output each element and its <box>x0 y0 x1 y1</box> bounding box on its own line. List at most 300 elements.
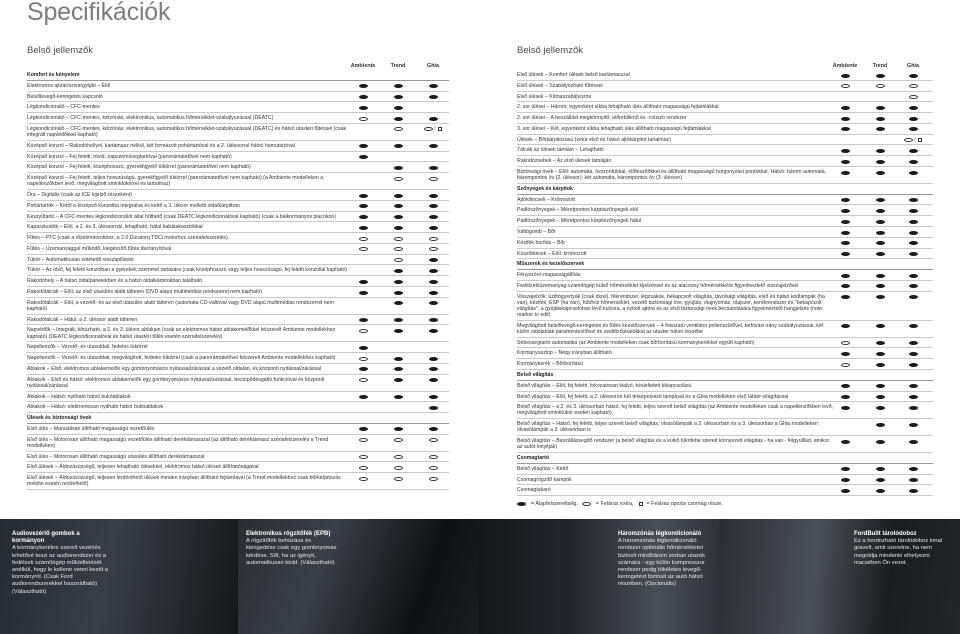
row-label: Első ülés – Motorosan állítható magasságú utasülés állítható deréktámasszal <box>27 453 205 460</box>
availability-cell <box>830 466 860 473</box>
row-label: Ülések – Bőrkárpitozású (velúr első és hátsó ajtókárpitot tartalmaz) <box>517 136 671 143</box>
table-row <box>27 102 449 113</box>
availability-cell <box>348 154 378 161</box>
col-trend: Trend <box>390 63 406 69</box>
standard-marker-icon <box>359 215 368 219</box>
standard-marker-icon <box>841 127 850 131</box>
availability-cell <box>383 394 413 401</box>
standard-marker-icon <box>429 95 438 99</box>
col-ambiente: Ambiente <box>350 63 376 69</box>
availability-cell <box>348 104 378 111</box>
standard-marker-icon <box>876 198 885 202</box>
availability-cell <box>418 464 448 471</box>
caption-body: A kormánykerékre szerelt vezérlés lehetővé teszi az audiorendszer és a fedélzeti számítógép működtetését anélkül, hogy le kellene venni kezét a kormányról. (Csak Ford audiorendszerekkel használható) (Választható) <box>12 545 109 595</box>
standard-marker-icon <box>909 149 918 153</box>
row-label: Belső világítás – Elöl, fej feletti, a 2. üléssoron két térképolvasó lámpával és a Ghia modelleken első lábtér-világítással <box>517 393 789 400</box>
option-marker-icon <box>841 363 850 367</box>
standard-marker-icon <box>359 226 368 230</box>
availability-cell <box>898 229 928 236</box>
table-row <box>517 135 933 146</box>
standard-marker-icon <box>909 440 918 444</box>
standard-marker-icon <box>876 231 885 235</box>
availability-cell <box>418 224 448 231</box>
row-label: Kormányoszlop – Négy irányban állítható <box>517 350 612 357</box>
standard-marker-icon <box>394 95 403 99</box>
table-row <box>517 70 933 81</box>
standard-marker-icon <box>876 406 885 410</box>
standard-marker-icon <box>394 166 403 170</box>
availability-cell <box>898 207 928 214</box>
table-row <box>27 424 449 435</box>
availability-cell <box>348 257 378 264</box>
availability-cell <box>830 229 860 236</box>
row-label: Fedélzeti/üzemanyag-számítógép külső hőmérséklet kijelzéssel és az alacsony hőmérsékletre figyelmeztető visszajelzővel <box>517 282 799 289</box>
availability-cell: / <box>418 126 448 133</box>
table-row <box>517 249 933 260</box>
standard-marker-icon <box>909 284 918 288</box>
standard-marker-icon <box>909 127 918 131</box>
option-marker-icon <box>424 127 433 131</box>
table-row <box>27 222 449 233</box>
availability-cell <box>418 377 448 384</box>
availability-cell <box>830 294 860 301</box>
standard-marker-icon <box>359 204 368 208</box>
standard-marker-icon <box>429 427 438 431</box>
availability-cell <box>830 158 860 165</box>
standard-marker-icon <box>876 127 885 131</box>
row-label: Váltógomb – Bőr <box>517 229 556 236</box>
availability-cell <box>383 175 413 182</box>
standard-marker-icon <box>394 367 403 371</box>
availability-cell <box>383 454 413 461</box>
table-row <box>517 419 933 436</box>
standard-marker-icon <box>876 363 885 367</box>
standard-marker-icon <box>909 252 918 256</box>
standard-marker-icon <box>359 318 368 322</box>
table-row <box>517 321 933 338</box>
row-label: Szőnyegek és kárpitok <box>517 185 573 192</box>
option-marker-icon <box>359 237 368 241</box>
standard-marker-icon <box>909 241 918 245</box>
availability-cell <box>865 72 895 79</box>
standard-marker-icon <box>359 427 368 431</box>
row-label: Középső konzol – Fej feletti, rövid, napszemüvegtartóval (panorámatetővel nem kapható) <box>27 153 232 160</box>
standard-marker-icon <box>429 258 438 262</box>
availability-cell <box>830 487 860 494</box>
standard-marker-icon <box>841 284 850 288</box>
table-row <box>517 216 933 227</box>
availability-cell <box>865 361 895 368</box>
row-label: Első ülések – Szabályozható fűtéssel <box>517 82 603 89</box>
feature-caption <box>618 531 714 589</box>
standard-marker-icon <box>429 215 438 219</box>
availability-cell <box>348 394 378 401</box>
standard-marker-icon <box>394 318 403 322</box>
standard-marker-icon <box>841 395 850 399</box>
availability-cell <box>418 257 448 264</box>
row-label: Első ülés – Manuálisan állítható magasságú vezetőülés <box>27 425 155 432</box>
standard-marker-icon <box>359 84 368 88</box>
standard-marker-icon <box>394 357 403 361</box>
availability-cell <box>865 207 895 214</box>
row-label: Elektromos ajtzár/szivargyújtó – Elöl <box>27 82 111 89</box>
table-row <box>517 348 933 359</box>
availability-cell <box>418 94 448 101</box>
row-label: Kormánykerék – Bőrborítású <box>517 361 584 368</box>
row-label: Középső konzol – Fej feletti, középhosszú, gyerekfigyelő tükörrel (panorámatetővel nem kapható) <box>27 164 251 171</box>
table-row <box>517 359 933 370</box>
option-marker-icon <box>359 438 368 442</box>
availability-cell <box>383 289 413 296</box>
availability-cell <box>348 246 378 253</box>
availability-cell <box>418 344 448 351</box>
availability-cell <box>898 272 928 279</box>
standard-marker-icon <box>429 301 438 305</box>
standard-marker-icon <box>429 291 438 295</box>
availability-cell <box>418 366 448 373</box>
option-marker-icon <box>359 455 368 459</box>
standard-marker-icon <box>841 171 850 175</box>
availability-cell <box>348 143 378 150</box>
row-label: Ajtókilincsek – Krómozott <box>517 196 575 203</box>
standard-marker-icon <box>909 423 918 427</box>
availability-cell <box>348 267 378 274</box>
availability-cell <box>418 394 448 401</box>
availability-cell <box>830 383 860 390</box>
row-label: Belső világítás – Beszállássegítő rendszer (a belső világítás és a külső tükrökbe szerelt környezeti világítás - ha van - felgyulllad, amikor az autót kinyitják) <box>517 438 830 451</box>
row-label: Óra – Digitális (csak az ICE kijelző részeként) <box>27 192 132 198</box>
standard-marker-icon <box>909 295 918 299</box>
table-row <box>517 124 933 135</box>
availability-cell <box>830 251 860 258</box>
table-row <box>517 92 933 103</box>
standard-marker-icon <box>359 280 368 284</box>
availability-cell <box>383 164 413 171</box>
availability-cell <box>898 487 928 494</box>
availability-cell <box>348 317 378 324</box>
standard-marker-icon <box>359 95 368 99</box>
row-label: Első ülések – Áldozásúzségű, teljesen lehajtható ülésekkel, elektromos hátsó ülések állíthatóságával <box>27 464 259 471</box>
row-label: Rakodótálcák – Elöl, a vezető- és az első utasülés alatti tálteren (automata CD-váltóval vagy DVD alapú multimédiás rendszerrel nem kapható) <box>27 299 334 312</box>
availability-cell <box>830 147 860 154</box>
availability-cell <box>383 126 413 133</box>
standard-marker-icon <box>841 352 850 356</box>
standard-marker-icon <box>359 346 368 350</box>
standard-marker-icon <box>429 226 438 230</box>
row-label: Ablakok – Hátsó: elektromosan nyitható hátsó bukóablakok <box>27 404 164 411</box>
availability-cell <box>830 323 860 330</box>
standard-marker-icon <box>841 478 850 482</box>
availability-cell <box>418 143 448 150</box>
row-label: Ablakok – Hátsó: nyitható hátsó bukóablakok <box>27 393 131 400</box>
left-spec-table <box>27 62 449 490</box>
row-label: Ablakok – Első: elektromos ablakemelők egy gombnyomásos nyitással/zárással a vezető oldalán, és központi nyitással/zárással <box>27 365 322 372</box>
option-marker-icon <box>394 237 403 241</box>
availability-cell <box>383 83 413 90</box>
availability-cell <box>830 207 860 214</box>
table-row <box>517 205 933 216</box>
table-row <box>517 485 933 496</box>
standard-marker-icon <box>429 269 438 273</box>
standard-marker-icon <box>394 291 403 295</box>
legend-package: = Feláras opciós csomag része. <box>646 501 723 508</box>
standard-marker-icon <box>876 274 885 278</box>
table-row <box>27 265 449 276</box>
table-row <box>27 276 449 287</box>
row-label: 2. sor ülései – A beszállást megkönnyítő, előrebillenő és -csúszó rendszer <box>517 115 687 122</box>
standard-marker-icon <box>429 318 438 322</box>
table-row <box>517 292 933 321</box>
availability-cell <box>830 104 860 111</box>
availability-cell <box>348 355 378 362</box>
availability-cell <box>898 251 928 258</box>
standard-marker-icon <box>841 384 850 388</box>
caption-body: Ez a hordozható tárolódoboz innal gravelt, amit szeretne, ha nem megoldja mindenki elhelyezni macsében Ön vezet. <box>854 538 942 566</box>
table-row <box>517 392 933 403</box>
table-row <box>517 402 933 419</box>
availability-cell <box>898 104 928 111</box>
table-row <box>517 167 933 184</box>
row-label: Tükör – Az első, fej feletti konzolban a gyerekek szemmel tartására (csak középhosszú vagy teljes hosszúságú, fej feletti konzollal kapható) <box>27 267 348 274</box>
table-row <box>27 190 449 201</box>
availability-cell <box>830 72 860 79</box>
table-row <box>27 298 449 315</box>
availability-cell <box>348 115 378 122</box>
standard-marker-icon <box>394 378 403 382</box>
standard-marker-icon <box>909 74 918 78</box>
package-marker-icon <box>918 138 922 142</box>
standard-marker-icon <box>394 194 403 198</box>
standard-marker-icon <box>909 171 918 175</box>
option-marker-icon <box>582 502 591 506</box>
availability-cell <box>348 454 378 461</box>
availability-cell <box>865 104 895 111</box>
availability-cell <box>898 94 928 101</box>
availability-cell <box>830 283 860 290</box>
standard-marker-icon <box>394 269 403 273</box>
standard-marker-icon <box>359 106 368 110</box>
table-row <box>27 113 449 124</box>
right-spec-table <box>517 62 933 507</box>
col-ghia: Ghia <box>427 63 439 69</box>
availability-cell <box>865 283 895 290</box>
table-group-header <box>517 184 933 195</box>
row-label: Pohártartók – Kettő a középső konzolba integrálva és kettő a 3. ülésor melletti oldalkárpitban <box>27 202 240 209</box>
option-marker-icon <box>359 117 368 121</box>
standard-marker-icon <box>359 144 368 148</box>
availability-cell <box>865 115 895 122</box>
availability-cell <box>898 83 928 90</box>
row-label: Csomagrögzítő kampók <box>517 476 572 483</box>
standard-marker-icon <box>429 117 438 121</box>
standard-marker-icon <box>394 329 403 333</box>
table-row <box>27 392 449 403</box>
standard-marker-icon <box>394 395 403 399</box>
standard-marker-icon <box>909 352 918 356</box>
standard-marker-icon <box>429 280 438 284</box>
availability-cell: / <box>898 137 928 144</box>
availability-cell <box>830 94 860 101</box>
standard-marker-icon <box>841 198 850 202</box>
availability-cell <box>865 487 895 494</box>
availability-cell <box>865 137 895 144</box>
table-row <box>517 227 933 238</box>
standard-marker-icon <box>876 117 885 121</box>
standard-marker-icon <box>841 489 850 493</box>
standard-marker-icon <box>394 280 403 284</box>
standard-marker-icon <box>394 84 403 88</box>
table-group-header <box>517 370 933 381</box>
standard-marker-icon <box>429 395 438 399</box>
availability-cell <box>865 94 895 101</box>
feature-caption <box>12 531 112 596</box>
standard-marker-icon <box>876 489 885 493</box>
standard-marker-icon <box>909 341 918 345</box>
standard-marker-icon <box>429 357 438 361</box>
availability-cell <box>865 169 895 176</box>
standard-marker-icon <box>909 117 918 121</box>
table-row <box>517 102 933 113</box>
caption-title: Elektronikus rögzítőfék (EPB) <box>246 531 331 537</box>
availability-cell <box>865 294 895 301</box>
option-marker-icon <box>394 466 403 470</box>
legend-standard: = Alapfelszereltség, <box>531 501 578 508</box>
caption-body: A rögzítőfék behúzása és kiengedése csak egy gombnyomás kérdése. Sőt, ha az igényli, automatikusan kiold. (Választható) <box>246 538 337 566</box>
availability-cell <box>418 83 448 90</box>
table-row <box>517 156 933 167</box>
standard-marker-icon <box>359 155 368 159</box>
availability-cell <box>348 475 378 482</box>
availability-cell <box>830 438 860 445</box>
standard-marker-icon <box>841 406 850 410</box>
column-headers <box>27 62 449 70</box>
availability-cell <box>898 394 928 401</box>
availability-cell <box>898 169 928 176</box>
table-row <box>517 81 933 92</box>
availability-cell <box>383 355 413 362</box>
row-label: Első ülések – Komfort ülések belső kartámasszal <box>517 72 630 78</box>
availability-cell <box>898 283 928 290</box>
availability-cell <box>865 466 895 473</box>
standard-marker-icon <box>876 149 885 153</box>
table-row <box>27 233 449 244</box>
standard-marker-icon <box>394 106 403 110</box>
option-marker-icon <box>394 247 403 251</box>
availability-cell <box>865 323 895 330</box>
table-row <box>27 375 449 392</box>
availability-cell <box>898 115 928 122</box>
row-label: Első ülés – Motorosan állítható magasságú vezetőülés állítható deréktámasszal (az állítható deréktámasz szériafelszerelés a Trend modelleken) <box>27 436 329 449</box>
standard-marker-icon <box>876 284 885 288</box>
availability-cell <box>348 289 378 296</box>
option-marker-icon <box>429 177 438 181</box>
availability-cell <box>418 246 448 253</box>
availability-cell <box>418 175 448 182</box>
standard-marker-icon <box>359 367 368 371</box>
row-label: Sebességtartó automatika (az Ambiente modelleken csak bőrborítású kormánykerékkel együtt kapható) <box>517 339 755 346</box>
availability-cell <box>348 464 378 471</box>
availability-cell <box>865 477 895 484</box>
option-marker-icon <box>359 357 368 361</box>
legend-option: = Feláras extra, <box>595 501 634 508</box>
table-row <box>517 281 933 292</box>
standard-marker-icon <box>876 384 885 388</box>
table-group-header <box>27 413 449 424</box>
availability-cell <box>383 317 413 324</box>
table-row <box>517 113 933 124</box>
row-label: Napellenzők – Vezető- és utasoldali, fedeles tükörrel <box>27 344 148 351</box>
row-label: Fényszóró-magasságállítás <box>517 272 581 279</box>
availability-cell <box>348 214 378 221</box>
availability-cell <box>348 327 378 334</box>
row-label: Fűtés – Üzemanyaggal működő, kiegészítő fűtés távirányítóval <box>27 245 172 252</box>
table-row <box>27 315 449 326</box>
row-label: Ablakok – Első és hátsó: elektromos ablakemelők egy gombnyomásos nyitással/zárással, becsípődésgátló funkcióval és központi nyitással/zárással <box>27 376 325 389</box>
table-row <box>27 81 449 92</box>
standard-marker-icon <box>429 367 438 371</box>
row-label: Középső konzol – Fej feletti, teljes hosszúságú, gyerekfigyelő tükörrel (panorámatetővel nem kapható) (a Ambiente modelleken a napellenzőkben levő, megvilágított sminktükörrel és tartalmaz) <box>27 175 324 188</box>
standard-marker-icon <box>909 160 918 164</box>
row-label: Légkondicionáló – CFC-mentes <box>27 104 100 111</box>
table-row <box>27 402 449 413</box>
availability-cell <box>865 340 895 347</box>
option-marker-icon <box>359 378 368 382</box>
availability-cell <box>830 83 860 90</box>
availability-cell <box>898 361 928 368</box>
standard-marker-icon <box>841 295 850 299</box>
standard-marker-icon <box>429 378 438 382</box>
standard-marker-icon <box>876 423 885 427</box>
package-marker-icon <box>639 502 643 506</box>
availability-cell <box>418 164 448 171</box>
table-row <box>27 212 449 223</box>
availability-cell <box>418 203 448 210</box>
row-label: Tálcák az ülések támláin – Lehajtható <box>517 147 604 154</box>
availability-cell <box>418 235 448 242</box>
availability-cell <box>830 394 860 401</box>
availability-cell <box>383 235 413 242</box>
standard-marker-icon <box>876 295 885 299</box>
availability-cell <box>348 83 378 90</box>
availability-cell <box>418 426 448 433</box>
availability-cell <box>898 340 928 347</box>
availability-cell <box>418 404 448 411</box>
standard-marker-icon <box>359 194 368 198</box>
row-label: Műszerek és kezelőszervek <box>517 261 585 268</box>
availability-cell <box>830 218 860 225</box>
option-marker-icon <box>394 477 403 481</box>
availability-cell <box>418 437 448 444</box>
standard-marker-icon <box>909 478 918 482</box>
availability-cell <box>898 438 928 445</box>
row-label: Kézifék borítás – Bőr <box>517 239 566 246</box>
table-group-header <box>27 70 449 81</box>
availability-cell <box>348 224 378 231</box>
standard-marker-icon <box>876 467 885 471</box>
standard-marker-icon <box>394 226 403 230</box>
availability-cell <box>383 192 413 199</box>
option-marker-icon <box>909 84 918 88</box>
availability-cell <box>898 404 928 411</box>
table-row <box>517 238 933 249</box>
standard-marker-icon <box>841 467 850 471</box>
option-marker-icon <box>841 341 850 345</box>
row-label: Csomagtakaró <box>517 487 551 494</box>
table-row <box>27 364 449 375</box>
row-label: Csomagtartó <box>517 454 549 461</box>
availability-cell <box>418 278 448 285</box>
availability-cell <box>865 197 895 204</box>
